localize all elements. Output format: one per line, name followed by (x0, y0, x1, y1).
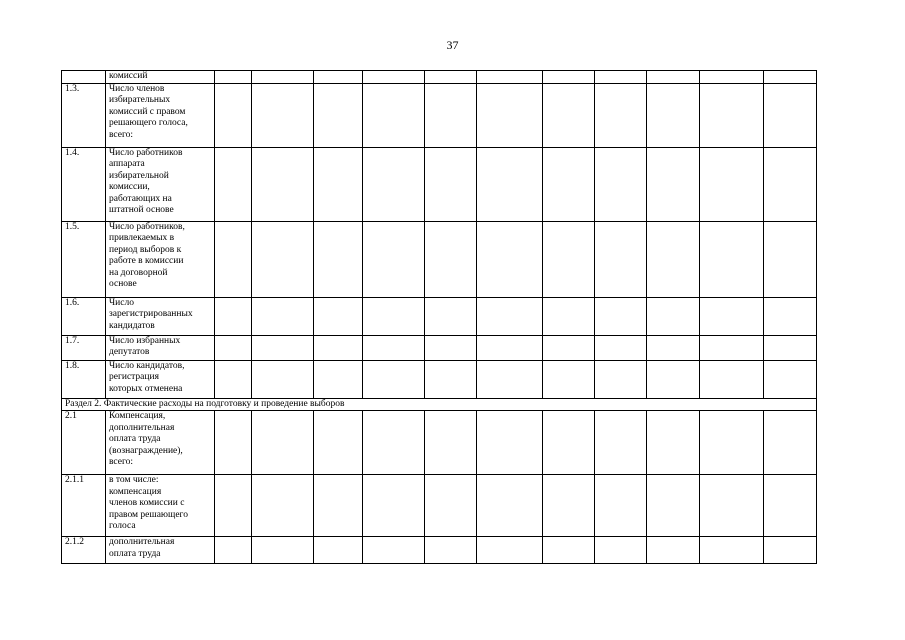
table-row (62, 537, 817, 564)
empty-value-cell (314, 71, 363, 84)
row-description (106, 475, 215, 537)
empty-value-cell (363, 411, 425, 475)
empty-value-cell (647, 297, 700, 335)
row-description-line: депутатов (109, 347, 150, 357)
empty-value-cell (647, 83, 700, 147)
empty-value-cell (700, 475, 764, 537)
empty-value-cell (425, 221, 477, 297)
empty-value-cell (314, 83, 363, 147)
row-description-line: аппарата (109, 159, 145, 169)
row-description-line: привлекаемых в (109, 233, 175, 243)
empty-value-cell (477, 411, 543, 475)
empty-value-cell (477, 221, 543, 297)
empty-value-cell (595, 335, 647, 360)
row-description-line: Число (109, 297, 134, 308)
row-description-line: решающего голоса, (109, 118, 188, 128)
empty-value-cell (363, 221, 425, 297)
empty-value-cell (363, 537, 425, 564)
empty-value-cell (647, 537, 700, 564)
empty-value-cell (543, 221, 595, 297)
row-description (106, 83, 215, 147)
empty-value-cell (252, 83, 314, 147)
row-description-line: Число работников (109, 147, 183, 158)
table-row (62, 83, 817, 147)
empty-value-cell (647, 221, 700, 297)
row-description (106, 71, 215, 84)
empty-value-cell (477, 297, 543, 335)
row-description-line: Число членов (109, 83, 165, 94)
empty-value-cell (543, 475, 595, 537)
row-description-line: работе в комиссии (109, 256, 184, 266)
empty-value-cell (425, 360, 477, 398)
empty-value-cell (543, 537, 595, 564)
empty-value-cell (700, 221, 764, 297)
row-number: 1.5. (62, 221, 106, 297)
section-title: Раздел 2. Фактические расходы на подготовку и проведение выборов (62, 398, 817, 411)
row-description-line: оплата труда (109, 434, 161, 444)
empty-value-cell (314, 360, 363, 398)
empty-value-cell (764, 147, 817, 221)
row-description-line: всего: (109, 129, 134, 140)
empty-value-cell (700, 411, 764, 475)
empty-value-cell (425, 537, 477, 564)
row-description-line: которых отменена (109, 383, 183, 394)
empty-value-cell (215, 71, 252, 84)
row-description-line: на договорной (109, 267, 168, 278)
empty-value-cell (363, 147, 425, 221)
empty-value-cell (647, 475, 700, 537)
row-description (106, 411, 215, 475)
empty-value-cell (477, 83, 543, 147)
empty-value-cell (700, 147, 764, 221)
empty-value-cell (764, 71, 817, 84)
table-row (62, 147, 817, 221)
empty-value-cell (595, 411, 647, 475)
row-description-line: дополнительная (109, 422, 175, 433)
row-description-line: комиссий с правом (109, 106, 186, 117)
empty-value-cell (252, 297, 314, 335)
row-description-line: голоса (109, 521, 136, 531)
row-description-line: Число кандидатов, (109, 360, 185, 371)
table-row (62, 335, 817, 360)
empty-value-cell (543, 147, 595, 221)
empty-value-cell (595, 147, 647, 221)
empty-value-cell (314, 411, 363, 475)
empty-value-cell (595, 83, 647, 147)
empty-value-cell (647, 147, 700, 221)
row-number: 2.1 (62, 411, 106, 475)
empty-value-cell (425, 297, 477, 335)
report-table (61, 70, 817, 564)
row-number (62, 71, 106, 84)
row-description (106, 297, 215, 335)
row-description (106, 335, 215, 360)
row-description-line: в том числе: (109, 475, 159, 485)
empty-value-cell (425, 475, 477, 537)
table-row (62, 411, 817, 475)
empty-value-cell (700, 360, 764, 398)
row-description-line: (вознаграждение), (109, 445, 183, 456)
row-description-line: всего: (109, 457, 134, 467)
empty-value-cell (764, 537, 817, 564)
empty-value-cell (477, 360, 543, 398)
empty-value-cell (252, 411, 314, 475)
empty-value-cell (764, 360, 817, 398)
empty-value-cell (425, 147, 477, 221)
row-description-line: зарегистрированных (109, 309, 193, 319)
empty-value-cell (363, 360, 425, 398)
empty-value-cell (314, 221, 363, 297)
empty-value-cell (543, 335, 595, 360)
row-description-line: Компенсация, (109, 411, 166, 421)
row-description (106, 360, 215, 398)
empty-value-cell (647, 411, 700, 475)
empty-value-cell (252, 537, 314, 564)
row-description-line: Число избранных (109, 335, 181, 346)
table-row (62, 71, 817, 84)
row-description-line: кандидатов (109, 320, 155, 331)
empty-value-cell (215, 147, 252, 221)
empty-value-cell (363, 335, 425, 360)
empty-value-cell (363, 475, 425, 537)
empty-value-cell (543, 360, 595, 398)
row-description-line: членов комиссии с (109, 498, 185, 508)
empty-value-cell (252, 335, 314, 360)
table-row (62, 221, 817, 297)
row-description (106, 147, 215, 221)
row-description-line: работающих на (109, 193, 172, 204)
empty-value-cell (215, 335, 252, 360)
empty-value-cell (477, 537, 543, 564)
row-description-line: регистрация (109, 372, 159, 382)
empty-value-cell (215, 360, 252, 398)
empty-value-cell (215, 297, 252, 335)
empty-value-cell (543, 83, 595, 147)
row-description-line: правом решающего (109, 509, 188, 520)
row-number: 1.8. (62, 360, 106, 398)
empty-value-cell (477, 71, 543, 84)
row-number: 1.3. (62, 83, 106, 147)
row-number: 2.1.2 (62, 537, 106, 564)
empty-value-cell (700, 83, 764, 147)
table-body (62, 71, 817, 564)
empty-value-cell (543, 411, 595, 475)
row-number: 2.1.1 (62, 475, 106, 537)
empty-value-cell (425, 335, 477, 360)
row-description-line: период выборов к (109, 244, 182, 255)
empty-value-cell (764, 297, 817, 335)
empty-value-cell (647, 71, 700, 84)
empty-value-cell (363, 83, 425, 147)
empty-value-cell (314, 537, 363, 564)
empty-value-cell (595, 475, 647, 537)
empty-value-cell (314, 475, 363, 537)
row-description-line: Число работников, (109, 221, 185, 232)
empty-value-cell (215, 537, 252, 564)
table-row (62, 360, 817, 398)
empty-value-cell (700, 297, 764, 335)
empty-value-cell (595, 360, 647, 398)
empty-value-cell (425, 411, 477, 475)
row-number: 1.7. (62, 335, 106, 360)
empty-value-cell (700, 71, 764, 84)
table-row (62, 297, 817, 335)
empty-value-cell (477, 475, 543, 537)
empty-value-cell (764, 221, 817, 297)
empty-value-cell (543, 71, 595, 84)
empty-value-cell (425, 83, 477, 147)
empty-value-cell (595, 71, 647, 84)
empty-value-cell (700, 335, 764, 360)
empty-value-cell (543, 297, 595, 335)
row-number: 1.6. (62, 297, 106, 335)
empty-value-cell (252, 147, 314, 221)
empty-value-cell (252, 360, 314, 398)
row-description-line: штатной основе (109, 205, 174, 215)
empty-value-cell (215, 475, 252, 537)
row-description-line: дополнительная (109, 537, 175, 547)
empty-value-cell (700, 537, 764, 564)
row-description-line: компенсация (109, 486, 162, 497)
row-description (106, 221, 215, 297)
row-description-line: оплата труда (109, 548, 161, 559)
empty-value-cell (764, 411, 817, 475)
empty-value-cell (252, 71, 314, 84)
row-description-line: комиссии, (109, 182, 150, 192)
empty-value-cell (215, 411, 252, 475)
empty-value-cell (363, 297, 425, 335)
row-description (106, 537, 215, 564)
row-description-line: избирательной (109, 170, 169, 181)
empty-value-cell (425, 71, 477, 84)
empty-value-cell (314, 297, 363, 335)
row-description-line: основе (109, 279, 137, 289)
empty-value-cell (647, 335, 700, 360)
empty-value-cell (215, 83, 252, 147)
row-description-line: избирательных (109, 95, 171, 105)
empty-value-cell (252, 475, 314, 537)
empty-value-cell (477, 335, 543, 360)
section-header-row (62, 398, 817, 411)
row-number: 1.4. (62, 147, 106, 221)
table-row (62, 475, 817, 537)
empty-value-cell (647, 360, 700, 398)
empty-value-cell (215, 221, 252, 297)
empty-value-cell (252, 221, 314, 297)
row-description-line: комиссий (109, 71, 148, 81)
empty-value-cell (314, 147, 363, 221)
empty-value-cell (595, 221, 647, 297)
page-number: 37 (446, 38, 459, 52)
empty-value-cell (363, 71, 425, 84)
empty-value-cell (595, 297, 647, 335)
empty-value-cell (764, 83, 817, 147)
empty-value-cell (764, 475, 817, 537)
empty-value-cell (477, 147, 543, 221)
empty-value-cell (595, 537, 647, 564)
empty-value-cell (764, 335, 817, 360)
empty-value-cell (314, 335, 363, 360)
